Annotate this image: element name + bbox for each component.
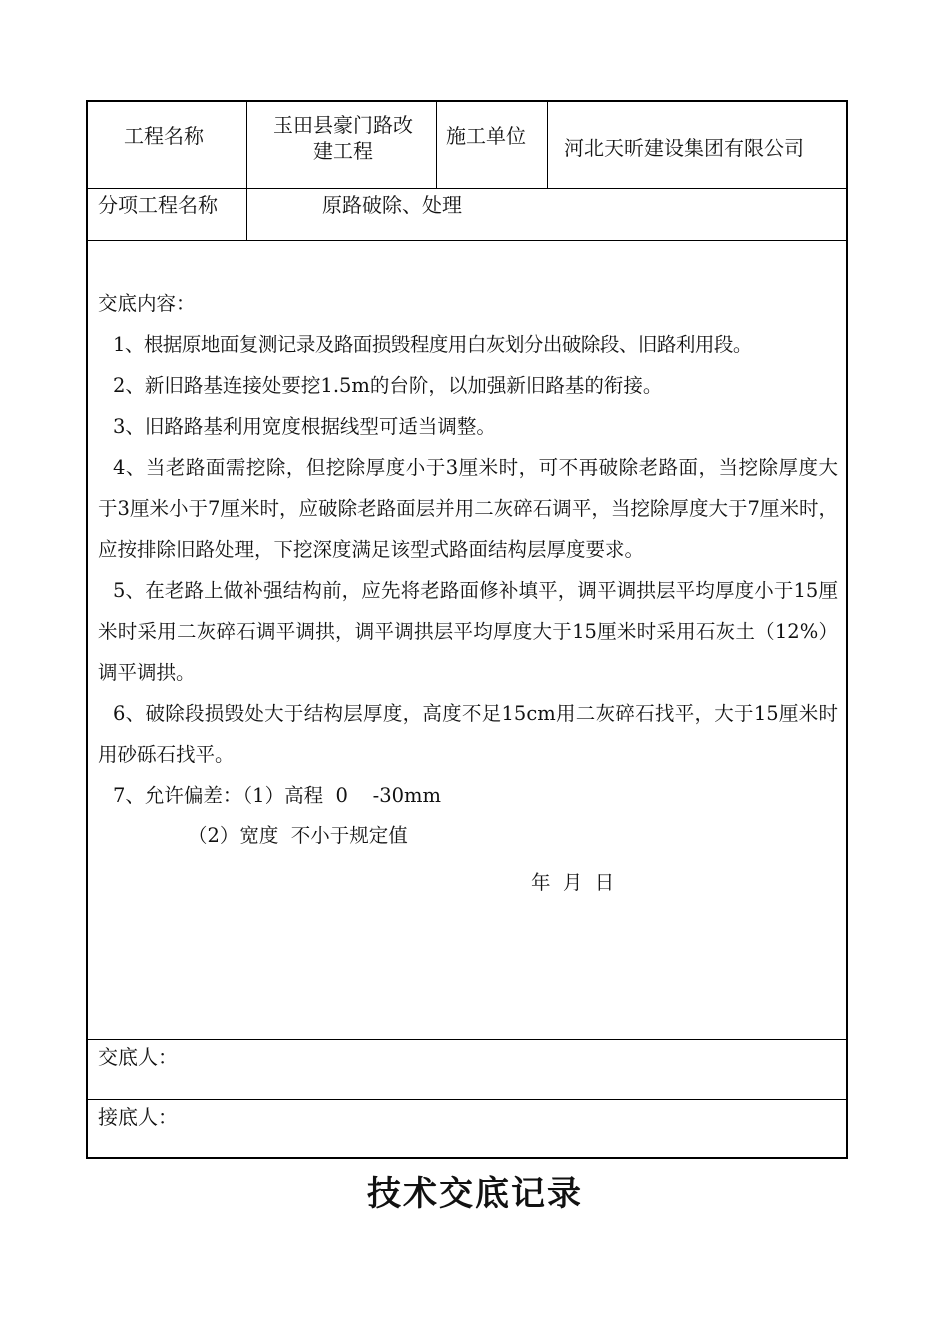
technical-briefing-table (86, 100, 848, 1159)
page-title: 技术交底记录 (367, 1174, 583, 1214)
row-divider-1 (88, 188, 846, 189)
project-name-value-line2: 建工程 (313, 139, 373, 163)
content-item-2: 2、新旧路基连接处要挖1.5m的台阶，以加强新旧路基的衔接。 (113, 374, 663, 397)
briefing-content (98, 283, 838, 910)
contractor-value: 河北天昕建设集团有限公司 (564, 136, 804, 160)
contractor-label: 施工单位 (446, 124, 526, 148)
project-name-label: 工程名称 (124, 124, 204, 148)
col-divider-2 (436, 102, 437, 188)
row-divider-3 (88, 1039, 846, 1040)
content-item-5: 5、在老路上做补强结构前，应先将老路面修补填平，调平调拱层平均厚度小于15厘米时采用二灰碎石调平调拱，调平调拱层平均厚度大于15厘米时采用石灰土（12%）调平调拱。 (98, 579, 838, 684)
row-divider-2 (88, 240, 846, 241)
content-item-1: 1、根据原地面复测记录及路面损毁程度用白灰划分出破除段、旧路利用段。 (113, 333, 752, 356)
project-name-value (262, 112, 424, 164)
date-line: 年 月 日 (531, 871, 615, 894)
subproject-value: 原路破除、处理 (322, 193, 462, 217)
receiver-person-label: 接底人： (98, 1105, 178, 1129)
content-item-6: 6、破除段损毁处大于结构层厚度，高度不足15cm用二灰碎石找平，大于15厘米时用砂砾石找平。 (98, 702, 838, 766)
content-item-4: 4、当老路面需挖除，但挖除厚度小于3厘米时，可不再破除老路面，当挖除厚度大于3厘米小于7厘米时，应破除老路面层并用二灰碎石调平，当挖除厚度大于7厘米时，应按排除旧路处理，下挖深度满足该型式路面结构层厚度要求。 (98, 456, 838, 561)
col-divider-1 (246, 102, 247, 240)
tolerance-width: （2）宽度 不小于规定值 (188, 824, 408, 847)
content-item-3: 3、旧路路基利用宽度根据线型可适当调整。 (113, 415, 496, 438)
handover-person-label: 交底人： (98, 1045, 178, 1069)
col-divider-3 (547, 102, 548, 188)
content-heading: 交底内容： (98, 292, 196, 315)
row-divider-4 (88, 1099, 846, 1100)
content-item-7: 7、允许偏差：（1）高程 0 -30mm (113, 784, 442, 807)
project-name-value-line1: 玉田县豪门路改 (273, 113, 413, 137)
subproject-label: 分项工程名称 (98, 193, 218, 217)
